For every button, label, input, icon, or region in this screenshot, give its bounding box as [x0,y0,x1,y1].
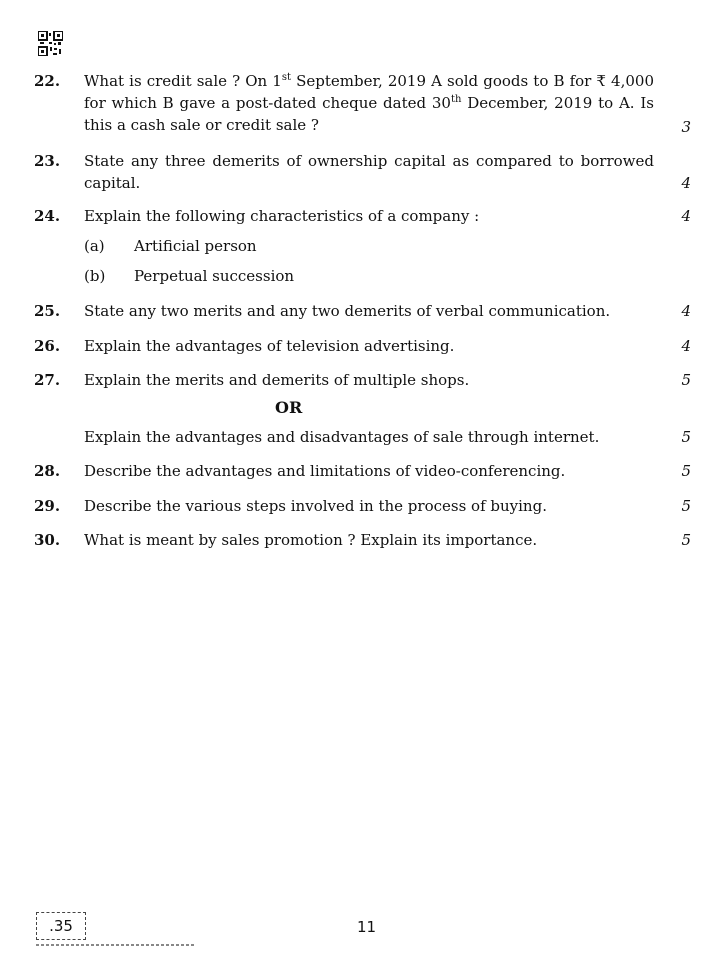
question-marks: 5 [681,531,691,549]
question-marks: 4 [681,207,691,225]
question-text: Explain the advantages of television advertising. [84,337,455,355]
question-number: 24. [34,207,61,225]
paper-code-box: .35 [36,912,86,940]
question-marks: 4 [681,302,691,320]
question-marks: 5 [681,497,691,515]
sub-label-a: (a) [84,237,105,255]
question-text: What is meant by sales promotion ? Explain its importance. [84,531,538,549]
question-text: Describe the advantages and limitations of video-conferencing. [84,462,566,480]
question-number: 30. [34,531,61,549]
question-number: 22. [34,72,61,90]
question-marks: 4 [681,337,691,355]
question-text: Describe the various steps involved in the process of buying. [84,497,547,515]
or-separator: OR [275,398,303,417]
question-number: 25. [34,302,61,320]
question-marks: 4 [681,174,691,192]
question-text: State any two merits and any two demerits of verbal communication. [84,302,611,320]
question-text: Explain the following characteristics of a company : [84,207,480,225]
page-number: 11 [357,918,377,936]
question-number: 28. [34,462,61,480]
question-marks: 5 [681,371,691,389]
sub-text-a: Artificial person [134,237,257,255]
sub-label-b: (b) [84,267,106,285]
question-number: 23. [34,152,61,170]
question-marks: 3 [681,118,691,136]
sub-text-b: Perpetual succession [134,267,295,285]
question-number: 29. [34,497,61,515]
question-number: 26. [34,337,61,355]
question-text: State any three demerits of ownership capital as compared to borrowed capital. [84,152,654,192]
question-text: Explain the advantages and disadvantages of sale through internet. [84,428,600,446]
question-text: What is credit sale ? On 1st September, 2019 A sold goods to B for ₹ 4,000 for which B gave a post-dated cheque dated 30th December, 2019 to A. Is this a cash sale or credit sale ? [84,72,654,134]
fine-print-strip [36,944,196,946]
question-marks: 5 [681,462,691,480]
question-text: Explain the merits and demerits of multiple shops. [84,371,470,389]
qr-code-icon [38,31,63,56]
question-number: 27. [34,371,61,389]
question-marks: 5 [681,428,691,446]
